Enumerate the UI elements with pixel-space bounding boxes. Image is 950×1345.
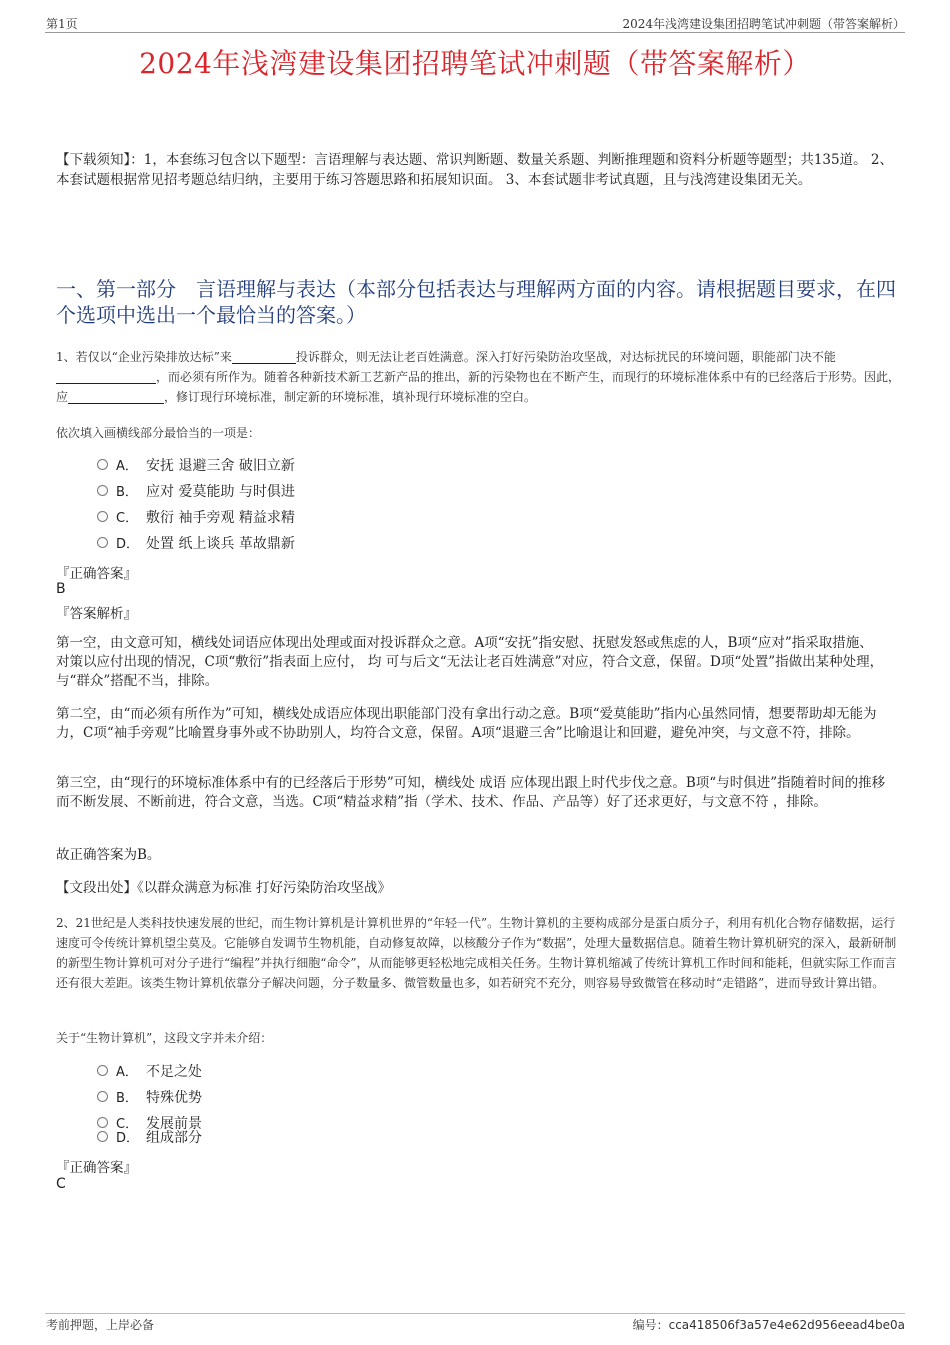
header-doc-title: 2024年浅湾建设集团招聘笔试冲刺题（带答案解析） — [622, 17, 905, 31]
radio-icon[interactable] — [97, 537, 108, 548]
question-2-stem: 2、21世纪是人类科技快速发展的世纪，而生物计算机是计算机世界的“年轻一代”。生物计算机的主要构成部分是蛋白质分子，利用有机化合物存储数据，运行速度可令传统计算机望尘莫及。它能够自发调节生物机能，自动修复故障，以核酸分子作为“数据”，处理大量数据信息。随着生物计算机研究的深入，最新研制的新型生物计算机可对分子进行“编程”并执行细胞“命令”，从而能够更轻松地完成相关任务。生物计算机缩减了传统计算机工作时间和能耗，但就实际工作而言还有很大差距。该类生物计算机依靠分子解决问题，分子数量多、微管数量也多，如若研究不充分，则容易导致微管在移动时“走错路”，进而导致计算出错。 — [56, 916, 897, 990]
question-2-option-c[interactable]: C． 发展前景 — [97, 1115, 202, 1133]
radio-icon[interactable] — [97, 1065, 108, 1076]
question-1-analysis-label: 『答案解析』 — [56, 606, 137, 622]
radio-icon[interactable] — [97, 1131, 108, 1142]
question-1-answer-label: 『正确答案』 — [56, 566, 137, 582]
question-1-option-c[interactable]: C． 敷衍 袖手旁观 精益求精 — [97, 509, 295, 527]
radio-icon[interactable] — [97, 459, 108, 470]
question-2-prompt: 关于“生物计算机”，这段文字并未介绍： — [56, 1031, 273, 1045]
footer-code: 编号：cca418506f3a57e4e62d956eead4be0a — [632, 1318, 905, 1332]
page-title: 2024年浅湾建设集团招聘笔试冲刺题（带答案解析） — [139, 47, 811, 80]
blank-1 — [232, 349, 296, 364]
analysis-paragraph-1: 第一空，由文意可知，横线处词语应体现出处理或面对投诉群众之意。A项“安抚”指安慰、抚慰发怒或焦虑的人，B项“应对”指采取措施、对策以应付出现的情况，C项“敷衍”指表面上应付， 均 可与后文“无法让老百姓满意”对应，符合文意，保留。D项“处置”指做出某种处理，与“群众”搭配不当，排除。 — [56, 635, 884, 689]
analysis-paragraph-3: 第三空，由“现行的环境标准体系中有的已经落后于形势”可知，横线处 成语 应体现出跟上时代步伐之意。B项“与时俱进”指随着时间的推移而不断发展、不断前进，符合文意，当选。C项“精益求精”指（学术、技术、作品、产品等）好了还求更好，与文意不符 ，排除。 — [56, 775, 886, 810]
question-2-answer-label: 『正确答案』 — [56, 1160, 137, 1176]
question-1-answer: B — [56, 581, 66, 597]
question-2-option-b[interactable]: B． 特殊优势 — [97, 1089, 202, 1107]
radio-icon[interactable] — [97, 511, 108, 522]
analysis-conclusion: 故正确答案为B。 — [56, 847, 161, 863]
page-number: 第1页 — [46, 17, 78, 31]
radio-icon[interactable] — [97, 485, 108, 496]
footer-divider — [45, 1313, 905, 1314]
question-1-option-b[interactable]: B． 应对 爱莫能助 与时俱进 — [97, 483, 295, 501]
question-1-prompt: 依次填入画横线部分最恰当的一项是： — [56, 426, 261, 440]
question-1-option-a[interactable]: A． 安抚 退避三舍 破旧立新 — [97, 457, 295, 475]
footer-slogan: 考前押题，上岸必备 — [46, 1318, 155, 1332]
section-heading: 一、第一部分 言语理解与表达（本部分包括表达与理解两方面的内容。请根据题目要求，在四个选项中选出一个最恰当的答案。） — [56, 277, 896, 327]
radio-icon[interactable] — [97, 1091, 108, 1102]
analysis-paragraph-2: 第二空，由“而必须有所作为”可知，横线处成语应体现出职能部门没有拿出行动之意。B项“爱莫能助”指内心虽然同情，想要帮助却无能为力，C项“袖手旁观”比喻置身事外或不协助别人，均符合文意，保留。A项“退避三舍”比喻退让和回避，避免冲突，与文意不符，排除。 — [56, 706, 877, 741]
question-2-answer: C — [56, 1176, 66, 1192]
radio-icon[interactable] — [97, 1117, 108, 1128]
question-2-option-d[interactable]: D． 组成部分 — [97, 1129, 202, 1147]
header-divider — [45, 32, 905, 33]
question-1-option-d[interactable]: D． 处置 纸上谈兵 革故鼎新 — [97, 535, 295, 553]
blank-3 — [68, 389, 164, 404]
blank-2 — [56, 369, 156, 384]
question-2-option-a[interactable]: A． 不足之处 — [97, 1063, 202, 1081]
download-note: 【下载须知】：1，本套练习包含以下题型：言语理解与表达题、常识判断题、数量关系题、判断推理题和资料分析题等题型；共135道。 2、本套试题根据常见招考题总结归纳，主要用于练习答题思路和拓展知识面。 3、本套试题非考试真题，且与浅湾建设集团无关。 — [56, 152, 893, 188]
question-1-source: 【文段出处】《以群众满意为标准 打好污染防治攻坚战》 — [56, 880, 392, 896]
question-1-stem: 1、若仅以“企业污染排放达标”来 投诉群众，则无法让老百姓满意。深入打好污染防治攻坚战，对达标扰民的环境问题，职能部门决不能，而必须有所作为。随着各种新技术新工艺新产品的推出，新的污染物也在不断产生，而现行的环境标准体系中有的已经落后于形势。因此，应 ，修订现行环境标准，制定新的环境标准，填补现行环境标准的空白。 — [56, 350, 901, 404]
